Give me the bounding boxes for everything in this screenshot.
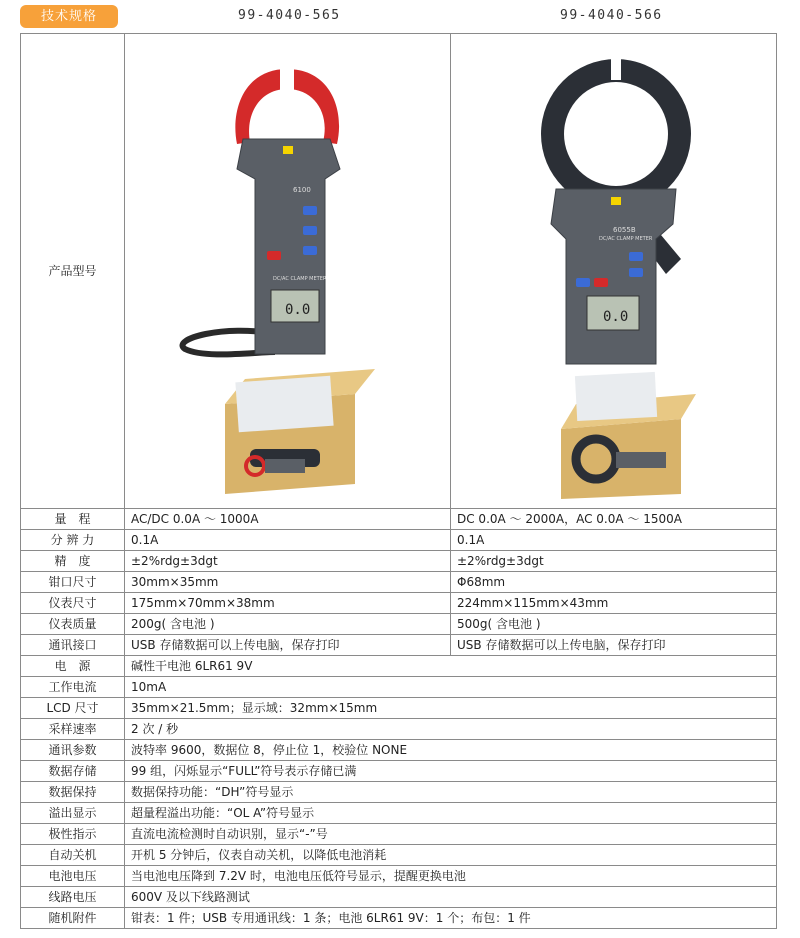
clamp-meter-565-image: [125, 34, 451, 508]
shared-spec-row: [21, 803, 777, 824]
spec-label: 通讯接口: [21, 635, 125, 656]
spec-label: 仪表质量: [21, 614, 125, 635]
spec-value: 开机 5 分钟后，仪表自动关机，以降低电池消耗: [125, 845, 777, 866]
spec-label: 线路电压: [21, 887, 125, 908]
spec-value: 99 组，闪烁显示“FULL”符号表示存储已满: [125, 761, 777, 782]
spec-row: [21, 572, 777, 593]
left-product-cell: [125, 34, 451, 509]
spec-label: 量 程: [21, 509, 125, 530]
spec-label: 随机附件: [21, 908, 125, 929]
spec-row: [21, 530, 777, 551]
spec-label: 极性指示: [21, 824, 125, 845]
shared-spec-row: [21, 656, 777, 677]
spec-label: 数据存储: [21, 761, 125, 782]
spec-row: [21, 593, 777, 614]
spec-value-left: 30mm×35mm: [125, 572, 451, 593]
spec-label: 钳口尺寸: [21, 572, 125, 593]
spec-value: 波特率 9600，数据位 8，停止位 1，校验位 NONE: [125, 740, 777, 761]
spec-label: LCD 尺寸: [21, 698, 125, 719]
spec-value-right: DC 0.0A ～ 2000A，AC 0.0A ～ 1500A: [451, 509, 777, 530]
spec-value-right: ±2%rdg±3dgt: [451, 551, 777, 572]
shared-spec-row: [21, 866, 777, 887]
spec-value: 600V 及以下线路测试: [125, 887, 777, 908]
shared-spec-row: [21, 887, 777, 908]
spec-value: 当电池电压降到 7.2V 时，电池电压低符号显示，提醒更换电池: [125, 866, 777, 887]
spec-label: 电 源: [21, 656, 125, 677]
model-number-left: 99-4040-565: [238, 8, 341, 23]
shared-spec-row: [21, 698, 777, 719]
spec-label: 采样速率: [21, 719, 125, 740]
spec-value: 10mA: [125, 677, 777, 698]
spec-table: [20, 33, 777, 929]
left-device-model-text: 6100: [293, 186, 311, 194]
right-device-subtitle: DC/AC CLAMP METER: [599, 236, 653, 242]
right-product-cell: [451, 34, 777, 509]
right-device-model-text: 6055B: [613, 226, 636, 234]
spec-label: 数据保持: [21, 782, 125, 803]
shared-spec-row: [21, 824, 777, 845]
spec-value: 数据保持功能：“DH”符号显示: [125, 782, 777, 803]
left-device-subtitle: DC/AC CLAMP METER: [273, 276, 327, 282]
spec-label: 精 度: [21, 551, 125, 572]
spec-value: 超量程溢出功能：“OL A”符号显示: [125, 803, 777, 824]
spec-value-left: USB 存储数据可以上传电脑，保存打印: [125, 635, 451, 656]
spec-value-left: AC/DC 0.0A ～ 1000A: [125, 509, 451, 530]
spec-value-right: USB 存储数据可以上传电脑，保存打印: [451, 635, 777, 656]
shared-spec-row: [21, 719, 777, 740]
spec-value-left: 175mm×70mm×38mm: [125, 593, 451, 614]
shared-spec-row: [21, 845, 777, 866]
right-display-reading: 0.0: [603, 309, 629, 325]
spec-row: [21, 614, 777, 635]
shared-spec-row: [21, 677, 777, 698]
left-display-reading: 0.0: [285, 302, 311, 318]
spec-value-right: 500g( 含电池 ): [451, 614, 777, 635]
spec-label: 分 辨 力: [21, 530, 125, 551]
spec-value-left: ±2%rdg±3dgt: [125, 551, 451, 572]
spec-row: [21, 551, 777, 572]
spec-label: 通讯参数: [21, 740, 125, 761]
spec-value-right: 224mm×115mm×43mm: [451, 593, 777, 614]
section-badge: 技术规格: [20, 5, 118, 28]
spec-label: 溢出显示: [21, 803, 125, 824]
spec-value: 碱性干电池 6LR61 9V: [125, 656, 777, 677]
product-image-row: [21, 34, 777, 509]
spec-value: 35mm×21.5mm；显示域：32mm×15mm: [125, 698, 777, 719]
spec-label: 电池电压: [21, 866, 125, 887]
spec-label: 自动关机: [21, 845, 125, 866]
spec-label: 仪表尺寸: [21, 593, 125, 614]
shared-spec-row: [21, 740, 777, 761]
spec-value: 2 次 / 秒: [125, 719, 777, 740]
spec-value: 直流电流检测时自动识别，显示“-”号: [125, 824, 777, 845]
product-model-label: 产品型号: [21, 34, 125, 509]
spec-label: 工作电流: [21, 677, 125, 698]
clamp-meter-566-image: [451, 34, 777, 508]
spec-value-right: Φ68mm: [451, 572, 777, 593]
shared-spec-row: [21, 908, 777, 929]
spec-value-right: 0.1A: [451, 530, 777, 551]
shared-spec-row: [21, 782, 777, 803]
spec-row: [21, 635, 777, 656]
spec-row: [21, 509, 777, 530]
model-number-right: 99-4040-566: [560, 8, 663, 23]
spec-value-left: 200g( 含电池 ): [125, 614, 451, 635]
spec-value: 钳表：1 件；USB 专用通讯线：1 条；电池 6LR61 9V：1 个；布包：1 件: [125, 908, 777, 929]
shared-spec-row: [21, 761, 777, 782]
spec-value-left: 0.1A: [125, 530, 451, 551]
